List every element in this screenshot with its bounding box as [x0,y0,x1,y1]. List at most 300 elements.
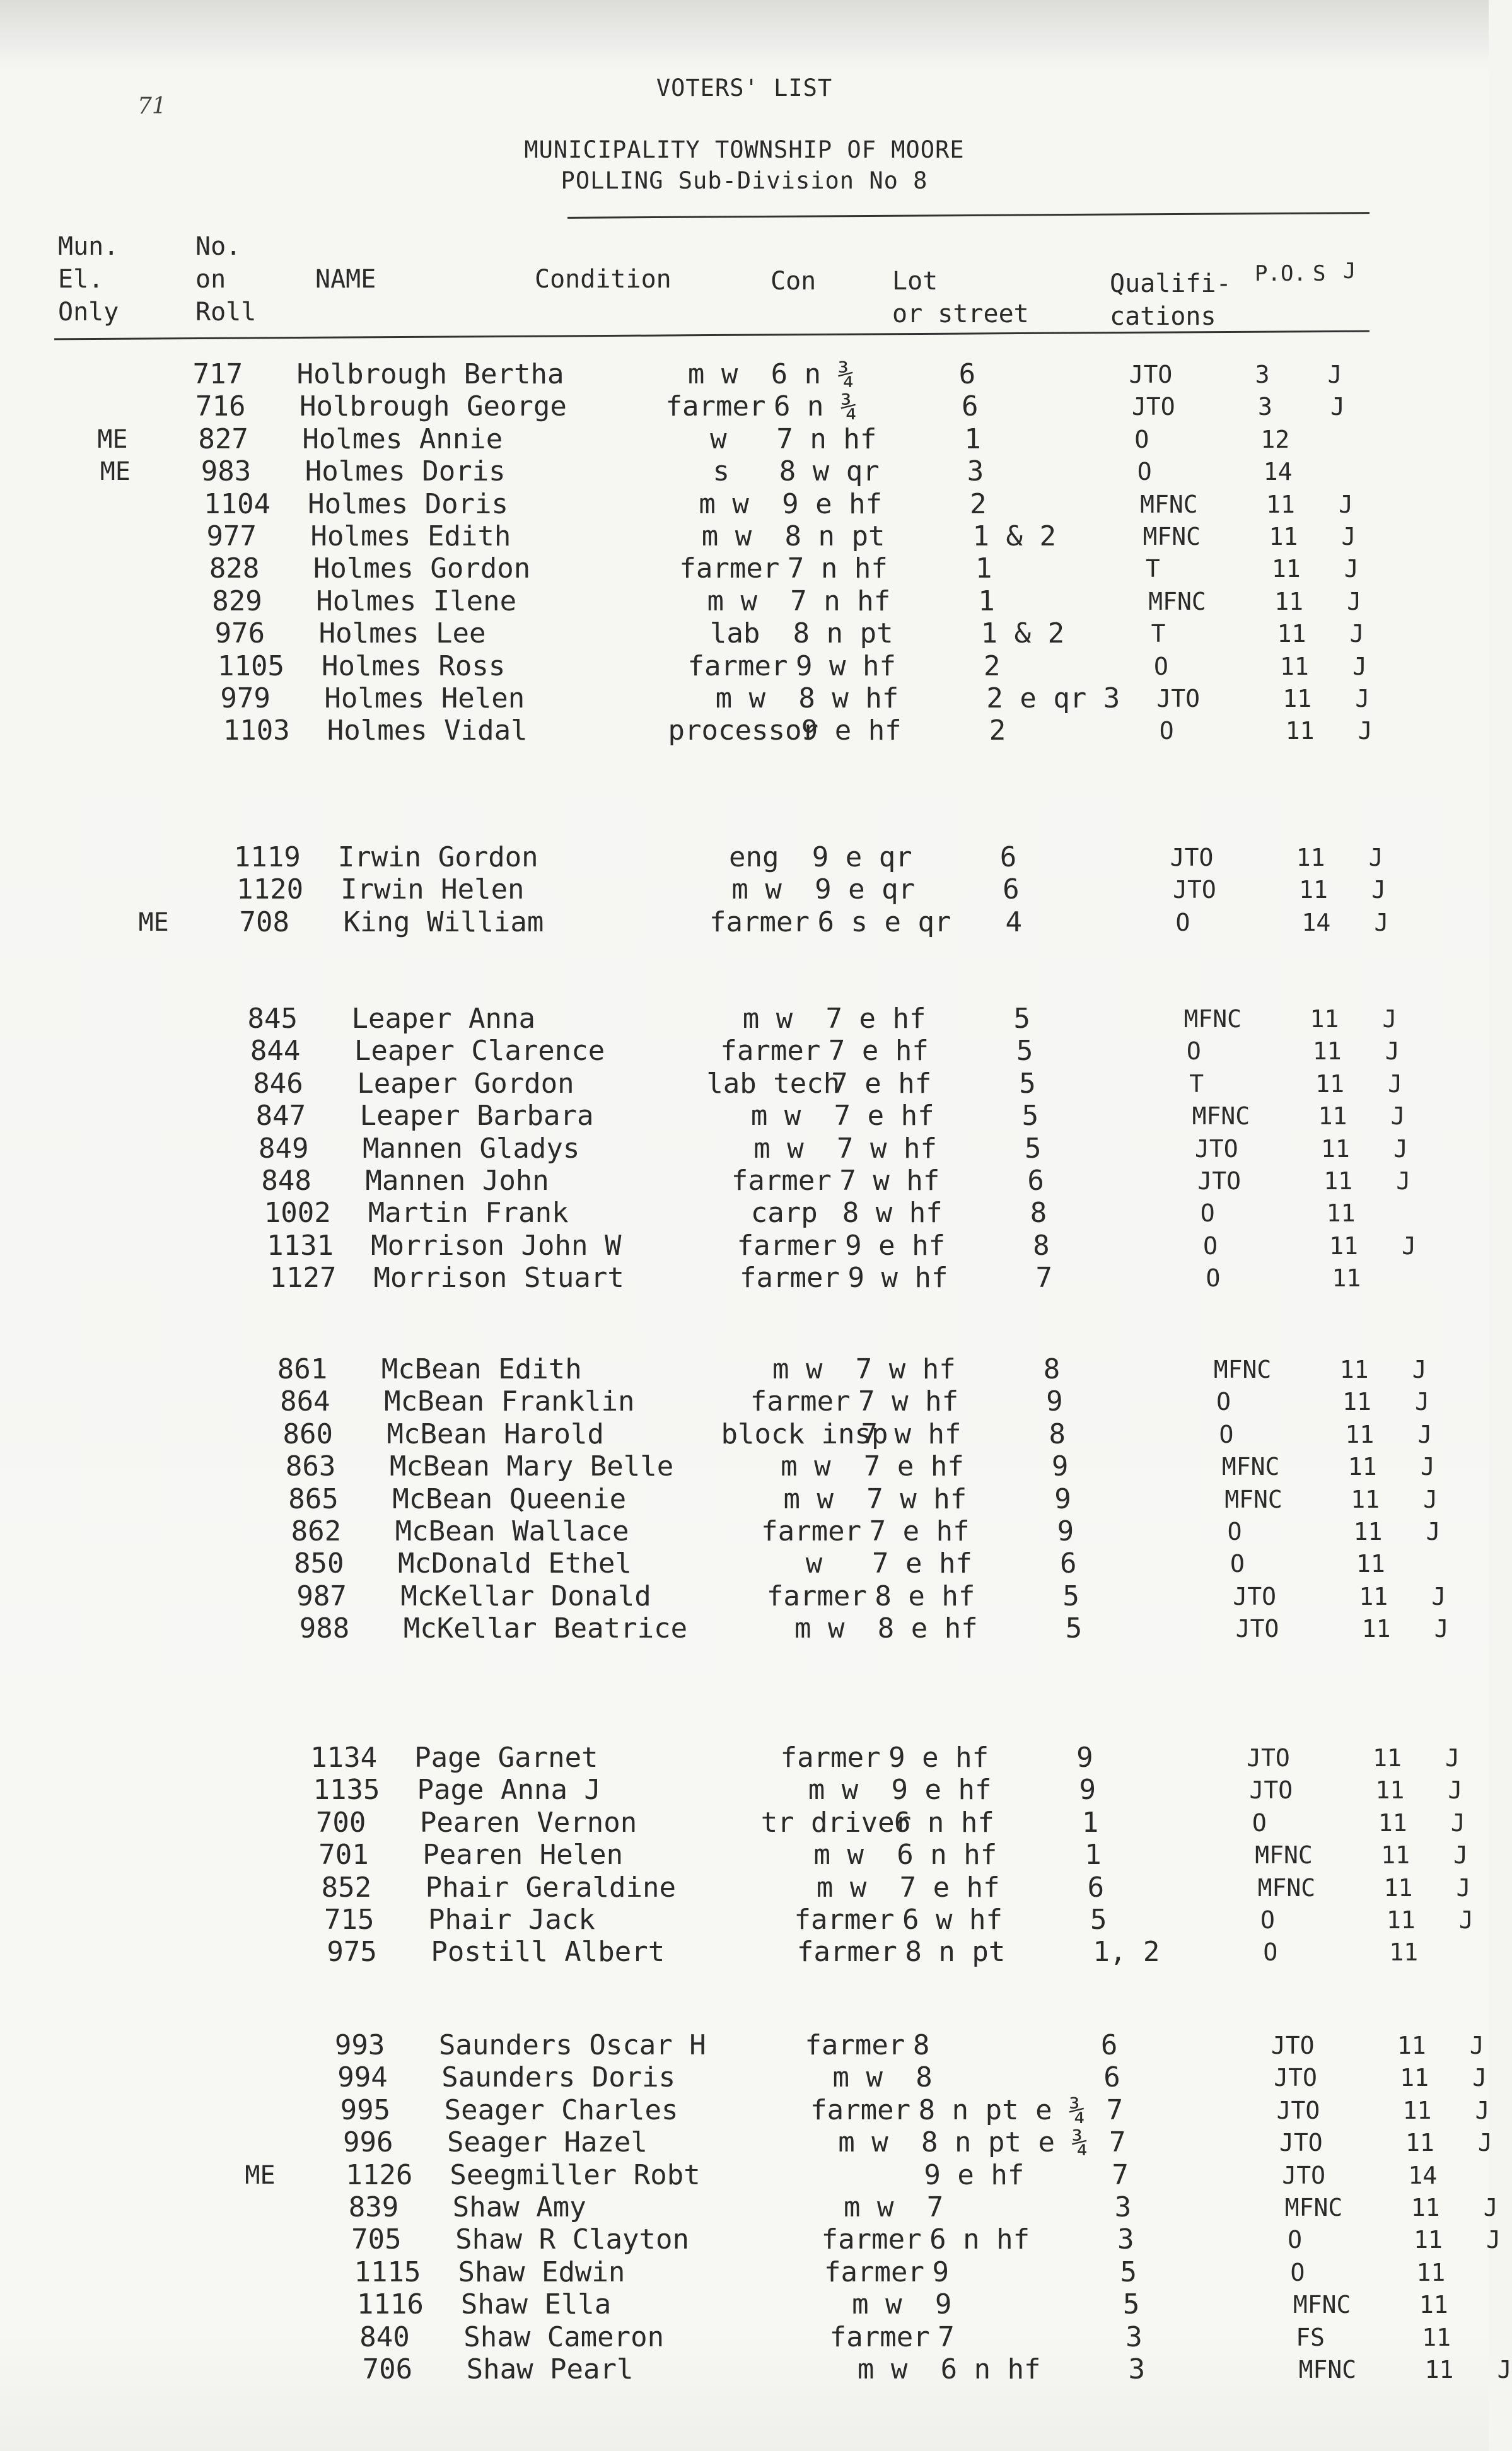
cell-lot: 3 [1128,2353,1146,2385]
cell-qual: O [1288,2226,1303,2254]
cell-po: 11 [1277,620,1306,648]
cell-j: J [1497,2356,1512,2384]
table-row [0,1197,1489,1230]
cell-lot: 6 [999,841,1017,873]
cell-con: 9 [934,2288,952,2321]
cell-name: McBean Wallace [395,1515,629,1547]
cell-lot: 6 [1027,1165,1044,1197]
cell-j: J [1475,2096,1490,2124]
cell-con: 7 e hf [828,1035,929,1068]
cell-con: 7 w hf [861,1418,962,1450]
cell-no: 863 [285,1450,336,1483]
cell-no: 850 [294,1547,344,1580]
cell-j: J [1417,1420,1433,1448]
cell-po: 11 [1359,1582,1388,1610]
cell-no: 701 [318,1839,369,1872]
cell-name: McBean Franklin [384,1385,635,1418]
cell-qual: O [1137,458,1152,486]
cell-name: Phair Geraldine [425,1871,676,1904]
cell-con: 8 [916,2061,933,2094]
cell-lot: 2 [989,714,1006,747]
cell-name: Leaper Barbara [359,1100,594,1132]
cell-con: 7 n hf [776,422,877,455]
cell-lot: 5 [1013,1003,1031,1035]
cell-po: 11 [1347,1453,1377,1481]
cell-con: 9 e hf [801,714,902,747]
cell-cond: m w [838,2126,888,2159]
cell-name: Holmes Lee [318,617,486,650]
cell-con: 7 e hf [863,1450,964,1483]
cell-name: McBean Queenie [392,1482,627,1515]
cell-con: 7 [926,2191,944,2223]
cell-no: 979 [220,682,270,714]
cell-lot: 5 [1122,2288,1140,2321]
cell-cond: m w [707,585,757,617]
cell-no: 1126 [346,2158,413,2191]
cell-cond: farmer [740,1262,840,1295]
cell-qual: JTO [1197,1167,1242,1195]
cell-qual: MFNC [1293,2291,1351,2319]
cell-no: 840 [359,2320,410,2353]
cell-qual: O [1186,1037,1201,1066]
cell-po: 11 [1315,1069,1345,1098]
cell-name: Phair Jack [428,1904,595,1936]
cell-qual: JTO [1276,2096,1320,2124]
cell-j: J [1349,620,1364,648]
col-header-no-on-roll: No. on Roll [195,232,257,327]
cell-cond: m w [687,358,738,390]
cell-no: 844 [250,1035,301,1068]
cell-qual: JTO [1282,2161,1326,2189]
col-header-po: P.O. [1255,261,1306,286]
cell-qual: MFNC [1257,1873,1316,1902]
cell-po: 11 [1373,1744,1402,1772]
cell-po: 11 [1312,1037,1342,1066]
cell-con: 7 e hf [834,1100,934,1132]
cell-name: Holmes Gordon [313,552,531,585]
cell-cond: w [710,422,727,455]
cell-lot: 5 [1065,1612,1083,1645]
cell-j: J [1483,2194,1498,2221]
cell-po: 11 [1345,1420,1375,1448]
table-row [0,1839,1489,1872]
cell-j: J [1459,1906,1474,1934]
cell-cond: m w [852,2288,902,2321]
cell-no: 847 [255,1100,306,1132]
cell-qual: O [1134,425,1149,453]
cell-name: Holmes Doris [308,487,509,520]
cell-qual: JTO [1271,2032,1315,2059]
col-header-name: NAME [315,265,376,294]
cell-cond: m w [844,2191,894,2223]
cell-con: 7 n hf [790,585,891,617]
cell-j: J [1423,1485,1438,1513]
cell-j: J [1344,555,1359,583]
cell-cond: eng [729,841,779,873]
cell-po: 11 [1285,717,1315,745]
cell-name: Leaper Clarence [354,1035,605,1068]
cell-name: Holmes Doris [305,455,506,488]
cell-lot: 5 [1019,1067,1036,1100]
cell-j: J [1393,1134,1408,1163]
cell-po: 11 [1400,2064,1429,2092]
table-row [0,1774,1489,1807]
cell-qual: MFNC [1284,2194,1343,2221]
cell-lot: 6 [1103,2061,1120,2094]
cell-j: J [1390,1102,1405,1131]
cell-name: Holbrough Bertha [296,358,564,390]
cell-name: Shaw Pearl [466,2353,634,2385]
cell-po: 11 [1361,1615,1391,1643]
cell-no: 1119 [233,841,301,873]
cell-cond: m w [813,1839,864,1872]
table-row [0,1100,1489,1132]
cell-cond: block insp [721,1418,888,1450]
cell-po: 11 [1389,1938,1419,1967]
cell-qual: JTO [1249,1776,1293,1805]
cell-cond: farmer [766,1580,867,1612]
cell-qual: JTO [1233,1582,1277,1610]
cell-cond: m w [816,1871,867,1904]
cell-lot: 1 & 2 [980,617,1065,650]
cell-lot: 3 [967,455,984,488]
cell-no: 1002 [264,1197,331,1230]
cell-no: 860 [282,1418,334,1450]
cell-name: Morrison Stuart [373,1262,624,1295]
cell-lot: 6 [962,390,979,423]
cell-qual: MFNC [1140,490,1198,518]
cell-con: 8 e hf [875,1580,975,1612]
cell-me: ME [245,2160,276,2190]
cell-con: 7 e hf [899,1871,1000,1904]
cell-name: Saunders Oscar H [438,2029,706,2061]
cell-j: J [1412,1356,1427,1383]
cell-j: J [1420,1453,1435,1481]
cell-po: 11 [1410,2194,1440,2221]
cell-con: 9 e hf [924,2158,1025,2191]
cell-con: 9 [932,2256,949,2288]
cell-po: 11 [1271,555,1301,583]
cell-no: 1120 [236,873,304,906]
cell-j: J [1327,361,1342,388]
cell-no: 996 [343,2126,393,2159]
cell-cond: farmer [821,2223,922,2256]
cell-con: 8 w hf [798,682,899,714]
cell-j: J [1415,1388,1430,1416]
cell-po: 11 [1274,587,1304,615]
cell-qual: JTO [1195,1134,1238,1163]
cell-po: 11 [1378,1808,1407,1837]
table-row [0,390,1489,423]
table-row [0,1418,1489,1451]
cell-lot: 9 [1046,1385,1063,1418]
cell-con: 6 n ¾ [774,390,858,423]
cell-j: J [1448,1776,1463,1805]
cell-lot: 2 [984,649,1001,682]
cell-cond: farmer [679,552,780,585]
cell-con: 7 w hf [858,1385,959,1418]
cell-j: J [1355,685,1370,713]
cell-lot: 8 [1030,1197,1047,1230]
cell-lot: 1 & 2 [972,520,1056,552]
cell-name: Page Garnet [414,1742,598,1774]
cell-con: 7 e hf [869,1515,970,1547]
cell-j: J [1426,1518,1441,1546]
cell-con: 7 w hf [839,1165,940,1197]
cell-lot: 7 [1106,2093,1124,2126]
cell-cond: farmer [794,1904,895,1936]
cell-j: J [1434,1615,1449,1643]
cell-no: 828 [209,552,260,585]
cell-con: 9 e qr [811,841,912,873]
cell-po: 11 [1318,1102,1347,1131]
cell-name: Holmes Edith [310,520,511,552]
cell-po: 11 [1321,1134,1350,1163]
table-row [0,1385,1489,1418]
cell-name: Holmes Helen [324,682,525,714]
cell-no: 1135 [313,1774,380,1807]
cell-name: McKellar Donald [400,1580,651,1612]
cell-con: 7 n hf [787,552,888,585]
cell-lot: 5 [1120,2256,1137,2288]
col-header-condition: Condition [535,265,672,294]
cell-j: J [1453,1841,1468,1870]
cell-lot: 9 [1051,1450,1069,1483]
cell-name: McBean Harold [387,1418,604,1450]
table-row [0,552,1489,585]
cell-qual: JTO [1274,2064,1317,2092]
cell-lot: 9 [1076,1742,1093,1774]
cell-name: Shaw Cameron [463,2320,665,2353]
cell-con: 6 s e qr [817,905,951,938]
cell-con: 6 n ¾ [771,358,855,390]
cell-po: 11 [1422,2323,1451,2351]
cell-no: 852 [321,1871,372,1904]
cell-cond: m w [750,1100,801,1132]
cell-lot: 8 [1049,1418,1066,1450]
cell-po: 14 [1408,2161,1438,2189]
cell-lot: 4 [1005,905,1023,938]
cell-no: 975 [327,1936,377,1969]
cell-po: 11 [1387,1906,1416,1934]
cell-name: Seager Charles [444,2093,678,2126]
table-row [0,1003,1489,1035]
cell-name: Irwin Gordon [337,841,538,873]
cell-name: McBean Mary Belle [389,1450,674,1483]
cell-cond: farmer [750,1385,851,1418]
cell-qual: O [1154,652,1168,680]
table-row [0,2094,1489,2127]
cell-j: J [1456,1873,1471,1902]
cell-con: 7 [938,2320,955,2353]
cell-qual: O [1219,1420,1234,1448]
cell-po: 11 [1342,1388,1371,1416]
col-header-con: Con [771,267,817,296]
cell-no: 715 [324,1904,375,1936]
cell-con: 7 e hf [831,1067,932,1100]
cell-no: 1104 [204,487,271,520]
cell-con: 6 n hf [893,1806,994,1839]
cell-cond: farmer [665,390,766,423]
cell-qual: O [1159,717,1174,745]
table-row [0,2029,1489,2062]
cell-cond: m w [783,1482,834,1515]
cell-cond: m w [794,1612,845,1645]
cell-po: 11 [1299,876,1328,904]
cell-po: 14 [1301,908,1331,936]
cell-name: Holmes Vidal [327,714,528,747]
cell-name: Pearen Helen [422,1839,624,1872]
cell-lot: 1, 2 [1093,1936,1160,1969]
cell-po: 3 [1258,393,1272,421]
cell-qual: JTO [1129,361,1173,388]
cell-name: Shaw R Clayton [455,2223,690,2256]
cell-con: 6 w hf [902,1904,1003,1936]
cell-lot: 1 [1085,1839,1102,1872]
cell-cond: lab [709,617,760,650]
cell-qual: O [1227,1518,1242,1546]
cell-no: 845 [247,1003,298,1035]
cell-qual: O [1175,908,1190,936]
cell-cond: m w [857,2353,908,2385]
cell-lot: 5 [1021,1100,1039,1132]
cell-po: 11 [1416,2258,1446,2286]
cell-j: J [1396,1167,1411,1195]
cell-name: Holmes Ross [322,649,506,682]
cell-name: Irwin Helen [340,873,525,906]
table-row [0,873,1489,906]
cell-name: Leaper Gordon [357,1067,574,1100]
cell-po: 11 [1414,2226,1443,2254]
cell-name: Mannen Gladys [363,1132,580,1165]
table-row [0,650,1489,683]
cell-no: 864 [280,1385,330,1418]
table-row [0,423,1489,456]
cell-no: 708 [239,905,289,938]
cell-qual: T [1189,1069,1204,1098]
cell-cond: farmer [736,1229,837,1262]
cell-lot: 7 [1109,2126,1126,2159]
cell-no: 994 [337,2061,388,2094]
cell-no: 861 [277,1353,328,1385]
cell-cond: farmer [731,1165,832,1197]
cell-cond: farmer [829,2320,930,2353]
table-row [0,2159,1489,2192]
cell-name: Holmes Ilene [316,585,517,617]
cell-po: 11 [1266,490,1295,518]
cell-lot: 8 [1033,1229,1050,1262]
cell-con: 8 n pt [905,1936,1006,1969]
cell-no: 829 [212,585,262,617]
cell-lot: 9 [1054,1482,1071,1515]
cell-lot: 6 [1003,873,1020,906]
cell-qual: JTO [1235,1615,1279,1643]
cell-cond: m w [808,1774,859,1807]
table-row [0,1165,1489,1197]
cell-qual: MFNC [1255,1841,1313,1870]
cell-j: J [1472,2064,1487,2092]
cell-con: 7 e hf [872,1547,972,1580]
cell-lot: 3 [1117,2223,1134,2256]
cell-no: 865 [288,1482,339,1515]
cell-qual: MFNC [1148,587,1206,615]
cell-j: J [1374,908,1389,936]
table-row [0,1580,1489,1613]
cell-qual: O [1252,1808,1267,1837]
cell-lot: 3 [1114,2191,1132,2223]
cell-j: J [1371,876,1387,904]
cell-con: 8 n pt [784,520,885,552]
cell-cond: m w [781,1450,831,1483]
cell-con: 9 e hf [845,1229,946,1262]
cell-po: 11 [1353,1518,1383,1546]
cell-lot: 7 [1035,1262,1052,1295]
cell-j: J [1431,1582,1446,1610]
cell-po: 11 [1296,844,1325,871]
table-row [0,2126,1492,2159]
cell-name: Page Anna J [417,1774,601,1807]
cell-j: J [1358,717,1373,745]
cell-name: Leaper Anna [351,1003,535,1035]
cell-name: Holbrough George [299,390,567,423]
cell-name: Postill Albert [431,1936,665,1969]
cell-lot: 6 [958,358,976,390]
cell-lot: 2 e qr 3 [986,682,1120,714]
cell-con: 9 w hf [847,1262,948,1295]
table-row [0,2191,1498,2224]
cell-lot: 1 [1081,1806,1099,1839]
cell-j: J [1388,1069,1403,1098]
cell-po: 11 [1332,1264,1361,1293]
cell-qual: JTO [1170,844,1214,871]
cell-qual: JTO [1156,685,1200,713]
table-row [0,1547,1489,1580]
cell-cond: m w [742,1003,793,1035]
cell-po: 14 [1263,458,1293,486]
cell-qual: O [1206,1264,1221,1293]
col-header-lot: Lot or street [892,267,1029,329]
cell-lot: 8 [1043,1353,1061,1385]
cell-cond: farmer [780,1742,881,1774]
cell-no: 1103 [223,714,290,747]
cell-cond: farmer [761,1515,862,1547]
cell-no: 706 [362,2353,413,2385]
cell-no: 862 [291,1515,342,1547]
cell-qual: MFNC [1183,1005,1242,1033]
cell-cond: farmer [709,905,810,938]
cell-no: 987 [296,1580,347,1612]
cell-j: J [1402,1231,1417,1260]
cell-j: J [1385,1037,1400,1066]
cell-con: 8 n pt e ¾ [921,2126,1088,2159]
cell-name: Martin Frank [368,1197,569,1230]
page-number: 71 [137,93,166,119]
cell-lot: 6 [1060,1547,1077,1580]
cell-qual: O [1203,1231,1218,1260]
cell-po: 11 [1323,1167,1353,1195]
cell-name: King William [343,905,544,938]
municipality-heading: MUNICIPALITY TOWNSHIP OF MOORE [524,136,965,163]
cell-me: ME [97,424,128,454]
list-title: VOTERS' LIST [656,74,833,102]
cell-cond: m w [753,1132,804,1165]
cell-qual: T [1145,555,1160,583]
cell-con: 7 e hf [825,1003,926,1035]
cell-lot: 5 [1025,1132,1042,1165]
cell-no: 849 [259,1132,309,1165]
table-row [0,2223,1501,2256]
cell-qual: O [1260,1906,1275,1934]
